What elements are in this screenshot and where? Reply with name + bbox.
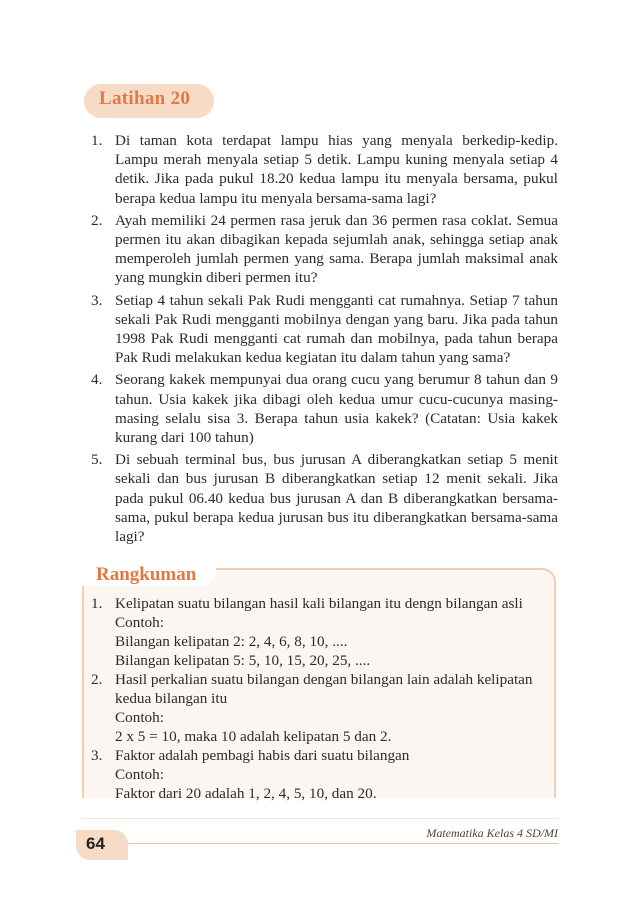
latihan-title: Latihan 20 bbox=[99, 88, 191, 109]
rangkuman-line: Contoh: bbox=[115, 709, 164, 726]
exercise-text: Di sebuah terminal bus, bus jurusan A diberangkatkan setiap 5 menit sekali dan bus jurusan B diberangkatkan setiap 12 menit sekali. Jika pada pukul 06.40 kedua bus jurusan A dan B diberangkatkan bersama-sama, pukul berapa kedua jurusan bus itu diberangkatkan bersama-sama lagi? bbox=[115, 451, 558, 546]
rangkuman-title: Rangkuman bbox=[96, 564, 197, 585]
exercise-item bbox=[91, 450, 558, 546]
exercise-number: 1. bbox=[91, 132, 103, 149]
rangkuman-line: Bilangan kelipatan 2: 2, 4, 6, 8, 10, .... bbox=[115, 633, 348, 650]
rangkuman-list bbox=[91, 594, 553, 803]
footer-divider-top bbox=[82, 818, 558, 819]
rangkuman-line: Contoh: bbox=[115, 614, 164, 631]
rangkuman-line: Bilangan kelipatan 5: 5, 10, 15, 20, 25, .... bbox=[115, 652, 371, 669]
exercise-text: Setiap 4 tahun sekali Pak Rudi mengganti cat rumahnya. Setiap 7 tahun sekali Pak Rudi mengganti mobilnya dengan yang baru. Jika pada tahun 1998 Pak Rudi mengganti cat rumah dan mobilnya, pada tahun berapa Pak Rudi melakukan kedua kegiatan itu dalam tahun yang sama? bbox=[115, 291, 558, 367]
rangkuman-number: 2. bbox=[91, 671, 103, 688]
exercise-number: 2. bbox=[91, 211, 103, 229]
exercise-number: 4. bbox=[91, 371, 103, 389]
rangkuman-line: Faktor adalah pembagi habis dari suatu bilangan bbox=[115, 747, 410, 764]
exercise-list bbox=[91, 131, 558, 549]
exercise-text: Di taman kota terdapat lampu hias yang menyala berkedip-kedip. Lampu merah menyala setiap 5 detik. Lampu kuning menyala setiap 4 detik. Jika pada pukul 18.20 kedua lampu itu menyala bersama, pukul berapa kedua lampu itu menyala bersama-sama lagi? bbox=[115, 132, 558, 207]
exercise-item bbox=[91, 291, 558, 368]
exercise-item bbox=[91, 370, 558, 447]
exercise-item bbox=[91, 131, 558, 208]
running-head: Matematika Kelas 4 SD/MI bbox=[426, 826, 558, 840]
exercise-number: 5. bbox=[91, 451, 103, 469]
rangkuman-line: Hasil perkalian suatu bilangan dengan bilangan lain adalah kelipatan kedua bilangan itu bbox=[115, 671, 533, 707]
rangkuman-number: 1. bbox=[91, 595, 103, 612]
page-number: 64 bbox=[86, 834, 105, 853]
rangkuman-number: 3. bbox=[91, 747, 103, 764]
rangkuman-line: Kelipatan suatu bilangan hasil kali bilangan itu dengn bilangan asli bbox=[115, 595, 523, 612]
rangkuman-item bbox=[91, 746, 553, 803]
exercise-item bbox=[91, 211, 558, 288]
exercise-text: Seorang kakek mempunyai dua orang cucu yang berumur 8 tahun dan 9 tahun. Usia kakek jika dibagi oleh kedua umur cucu-cucunya masing-masing selalu sisa 3. Berapa tahun usia kakek? (Catatan: Usia kakek kurang dari 100 tahun) bbox=[115, 371, 558, 447]
exercise-number: 3. bbox=[91, 291, 103, 309]
exercise-text: Ayah memiliki 24 permen rasa jeruk dan 36 permen rasa coklat. Semua permen itu akan dibagikan kepada sejumlah anak, sehingga setiap anak memperoleh jumlah permen yang sama. Berapa jumlah maksimal anak yang mungkin diberi permen itu? bbox=[115, 211, 558, 287]
rangkuman-item bbox=[91, 594, 553, 670]
footer-divider bbox=[128, 843, 558, 844]
rangkuman-line: 2 x 5 = 10, maka 10 adalah kelipatan 5 dan 2. bbox=[115, 728, 392, 745]
rangkuman-line: Contoh: bbox=[115, 766, 164, 783]
rangkuman-item bbox=[91, 670, 553, 746]
rangkuman-line: Faktor dari 20 adalah 1, 2, 4, 5, 10, dan 20. bbox=[115, 785, 377, 802]
